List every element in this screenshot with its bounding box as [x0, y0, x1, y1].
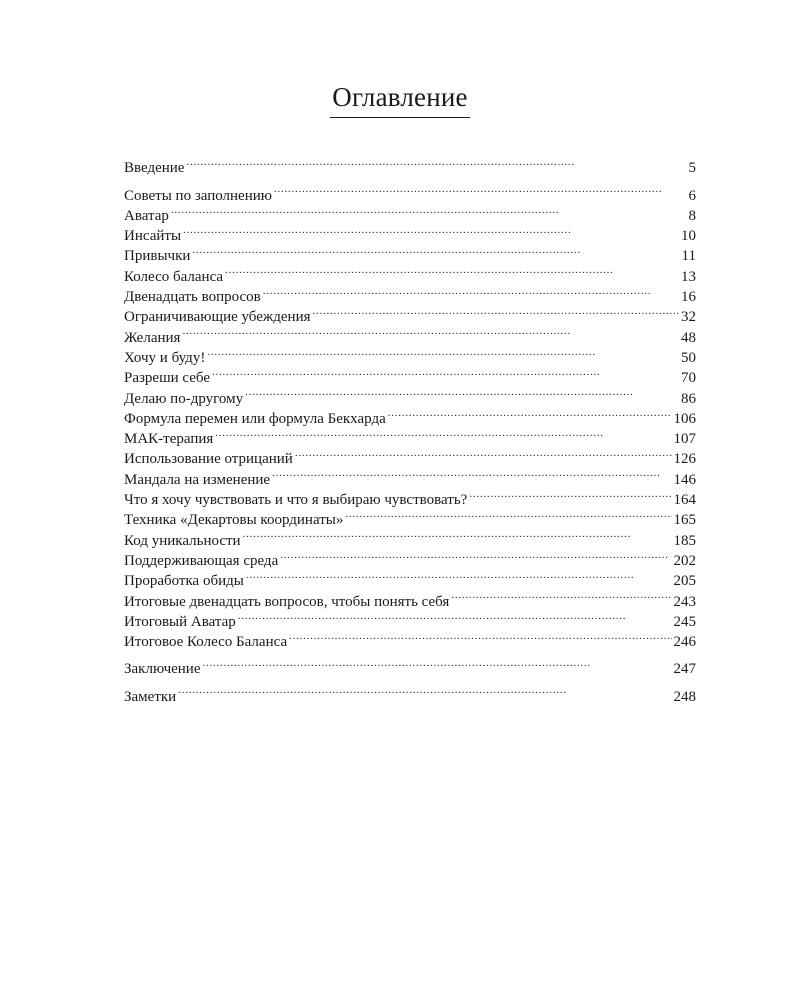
- toc-entry-page-number: 185: [673, 532, 696, 549]
- toc-entry-page-number: 32: [681, 309, 696, 326]
- toc-entry-page-number: 13: [681, 268, 696, 285]
- toc-entry[interactable]: [124, 179, 696, 204]
- toc-group: [124, 179, 696, 651]
- toc-dot-leader: [246, 565, 672, 585]
- toc-dot-leader: [182, 321, 679, 341]
- toc-entry-page-number: 146: [673, 471, 696, 488]
- toc-entry-title: Проработка обиды: [124, 573, 244, 590]
- toc-entry-page-number: 245: [673, 613, 696, 630]
- toc-dot-leader: [263, 281, 679, 301]
- toc-dot-leader: [207, 342, 679, 362]
- toc-entry-page-number: 16: [681, 289, 696, 306]
- toc-entry-page-number: 8: [688, 207, 696, 224]
- toc-entry-page-number: 5: [688, 160, 696, 177]
- toc-entry-page-number: 107: [673, 431, 696, 448]
- toc-entry-page-number: 11: [681, 248, 696, 265]
- toc-entry-title: Итоговый Аватар: [124, 613, 236, 630]
- toc-entry-title: Аватар: [124, 207, 169, 224]
- toc-group: [124, 653, 696, 678]
- toc-dot-leader: [243, 524, 672, 544]
- toc-entry[interactable]: [124, 342, 696, 366]
- toc-entry-page-number: 50: [681, 349, 696, 366]
- toc-entry[interactable]: [124, 653, 696, 678]
- table-of-contents: [124, 152, 696, 705]
- toc-entry-title: Ограничивающие убеждения: [124, 309, 311, 326]
- toc-dot-leader: [178, 680, 671, 700]
- toc-dot-leader: [295, 443, 672, 463]
- page-title: Оглавление: [330, 80, 469, 118]
- toc-entry-title: Использование отрицаний: [124, 451, 293, 468]
- toc-dot-leader: [192, 240, 679, 260]
- toc-dot-leader: [313, 301, 679, 321]
- toc-entry-title: Разреши себе: [124, 370, 211, 387]
- toc-dot-leader: [289, 626, 671, 646]
- toc-entry-title: Делаю по-другому: [124, 390, 244, 407]
- toc-entry-page-number: 70: [681, 370, 696, 387]
- toc-entry-page-number: 246: [673, 634, 696, 651]
- toc-entry-title: Советы по заполнению: [124, 187, 272, 204]
- toc-entry-title: Введение: [124, 160, 185, 177]
- toc-entry-title: МАК-терапия: [124, 431, 214, 448]
- toc-entry-title: Формула перемен или формула Бекхарда: [124, 410, 386, 427]
- toc-entry-page-number: 86: [681, 390, 696, 407]
- toc-entry-title: Заключение: [124, 661, 201, 678]
- toc-entry-page-number: 106: [673, 410, 696, 427]
- page-header: [0, 80, 800, 118]
- toc-entry-page-number: 10: [681, 228, 696, 245]
- toc-dot-leader: [183, 220, 679, 240]
- toc-entry-title: Инсайты: [124, 228, 182, 245]
- toc-dot-leader: [245, 382, 679, 402]
- toc-entry[interactable]: [124, 321, 696, 346]
- toc-dot-leader: [186, 152, 684, 172]
- toc-entry-title: Поддерживающая среда: [124, 552, 279, 569]
- toc-entry-page-number: 205: [673, 573, 696, 590]
- toc-entry-title: Колесо баланса: [124, 268, 224, 285]
- toc-dot-leader: [274, 179, 684, 199]
- toc-dot-leader: [345, 504, 671, 524]
- toc-entry-title: Что я хочу чувствовать и что я выбираю чувствовать?: [124, 492, 468, 509]
- toc-entry-page-number: 126: [673, 451, 696, 468]
- toc-entry[interactable]: [124, 220, 696, 245]
- toc-dot-leader: [388, 403, 672, 423]
- toc-entry-page-number: 202: [673, 552, 696, 569]
- toc-entry-title: Двенадцать вопросов: [124, 289, 261, 306]
- toc-dot-leader: [203, 653, 672, 673]
- toc-entry[interactable]: [124, 200, 696, 224]
- toc-entry-title: Хочу и буду!: [124, 349, 206, 366]
- toc-entry-title: Итоговое Колесо Баланса: [124, 634, 288, 651]
- toc-dot-leader: [212, 362, 679, 382]
- toc-group: [124, 680, 696, 705]
- toc-entry-title: Заметки: [124, 688, 177, 705]
- toc-dot-leader: [280, 545, 671, 565]
- toc-entry[interactable]: [124, 240, 696, 265]
- toc-entry-title: Техника «Декартовы координаты»: [124, 512, 344, 529]
- toc-dot-leader: [225, 260, 679, 280]
- toc-dot-leader: [215, 423, 671, 443]
- toc-entry-page-number: 247: [673, 661, 696, 678]
- toc-group: [124, 152, 696, 177]
- toc-entry-page-number: 48: [681, 329, 696, 346]
- toc-entry-page-number: 243: [673, 593, 696, 610]
- toc-dot-leader: [451, 585, 671, 605]
- toc-entry-title: Итоговые двенадцать вопросов, чтобы понять себя: [124, 593, 450, 610]
- toc-dot-leader: [238, 606, 672, 626]
- toc-entry-page-number: 6: [688, 187, 696, 204]
- toc-entry[interactable]: [124, 152, 696, 177]
- toc-entry[interactable]: [124, 362, 696, 387]
- toc-entry-title: Мандала на изменение: [124, 471, 271, 488]
- toc-entry-title: Код уникальности: [124, 532, 241, 549]
- toc-entry[interactable]: [124, 260, 696, 285]
- toc-dot-leader: [469, 484, 671, 504]
- toc-dot-leader: [272, 463, 671, 483]
- toc-entry-page-number: 164: [673, 492, 696, 509]
- toc-entry[interactable]: [124, 680, 696, 705]
- toc-entry-page-number: 165: [673, 512, 696, 529]
- toc-entry-title: Желания: [124, 329, 181, 346]
- toc-entry-title: Привычки: [124, 248, 191, 265]
- toc-entry-page-number: 248: [673, 688, 696, 705]
- toc-dot-leader: [171, 200, 684, 220]
